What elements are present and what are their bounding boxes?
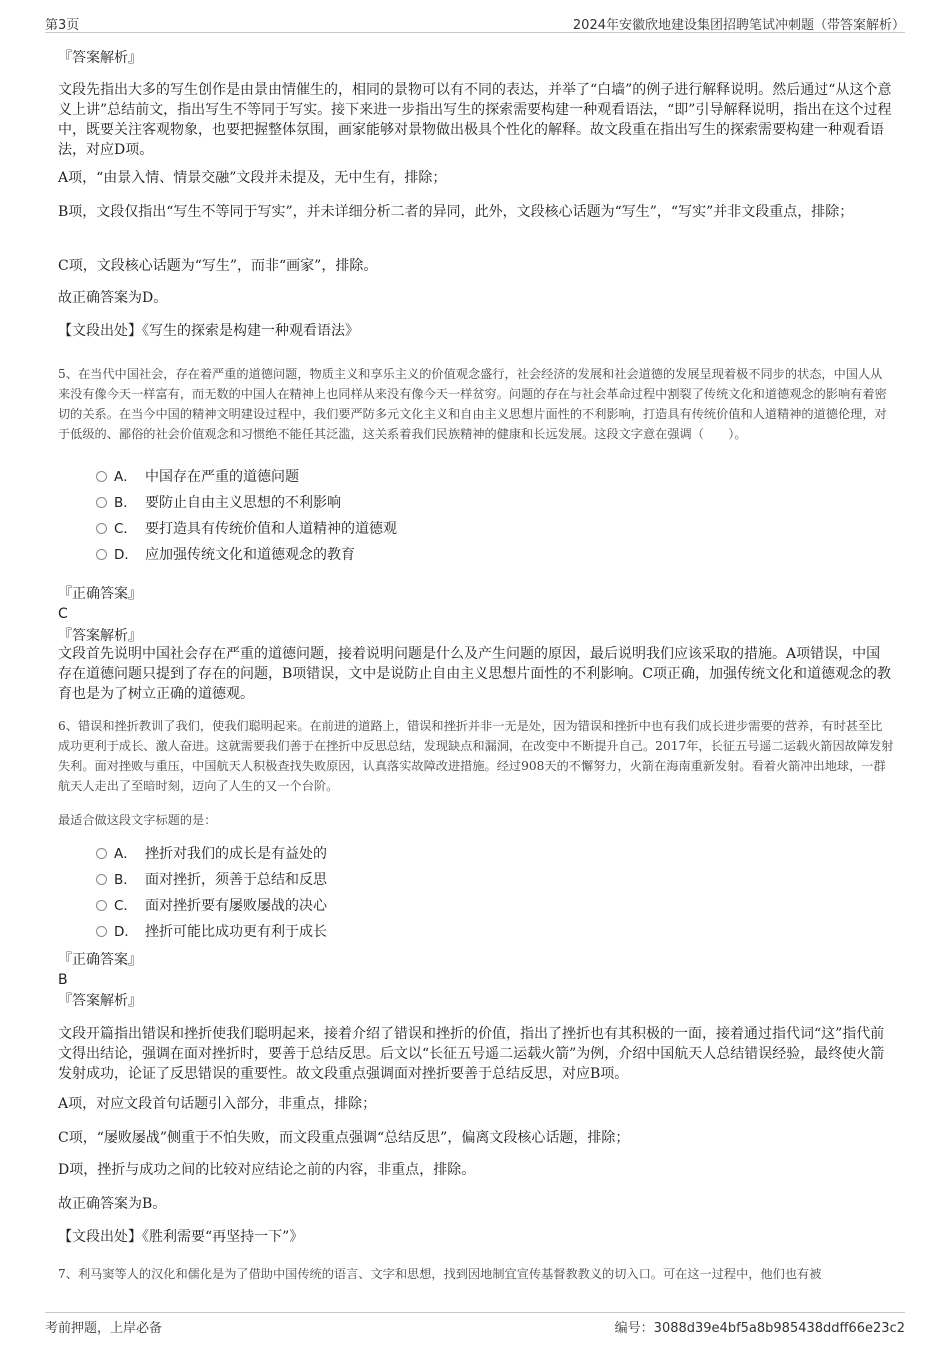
radio-icon[interactable] [96,471,107,482]
q6-option-b[interactable]: B． 面对挫折，须善于总结和反思 [96,867,596,893]
q4-conclusion: 故正确答案为D。 [58,290,168,306]
radio-icon[interactable] [96,549,107,560]
q4-analysis-label: 『答案解析』 [58,50,142,66]
q6-stem: 6、错误和挫折教训了我们，使我们聪明起来。在前进的道路上，错误和挫折并非一无是处，因为错误和挫折中也有我们成长进步需要的营养，有时甚至比成功更利于成长、激人奋进。这就需要我们善于在挫折中反思总结，发现缺点和漏洞，在改变中不断提升自己。2017年，长征五号遥二运载火箭因故障发射失利。面对挫败与重压，中国航天人积极查找失败原因，认真落实故障改进措施。经过908天的不懈努力，火箭在海南重新发射。看着火箭冲出地球，一群航天人走出了至暗时刻，迈向了人生的又一个台阶。 [58,719,894,793]
document-title: 2024年安徽欣地建设集团招聘笔试冲刺题（带答案解析） [572,18,905,33]
q6-conclusion: 故正确答案为B。 [58,1196,167,1212]
q4-note-c: C项，文段核心话题为“写生”，而非“画家”，排除。 [58,258,378,274]
radio-icon[interactable] [96,848,107,859]
q5-option-a[interactable]: A． 中国存在严重的道德问题 [96,464,596,490]
document-code [615,1317,905,1336]
code-value: 3088d39e4bf5a8b985438ddff66e23c2 [653,1321,905,1336]
q6-prompt: 最适合做这段文字标题的是： [58,813,217,827]
page-number: 第3页 [45,18,80,33]
footer-slogan: 考前押题，上岸必备 [45,1321,163,1336]
q6-note-d: D项，挫折与成功之间的比较对应结论之前的内容，非重点，排除。 [58,1162,476,1178]
q5-option-b[interactable]: B． 要防止自由主义思想的不利影响 [96,490,596,516]
q6-option-d[interactable]: D． 挫折可能比成功更有利于成长 [96,919,596,945]
q6-note-c: C项，“屡败屡战”侧重于不怕失败，而文段重点强调“总结反思”，偏离文段核心话题，排除； [58,1130,630,1146]
q4-note-a: A项，“由景入情、情景交融”文段并未提及，无中生有，排除； [58,170,447,186]
q5-analysis-text: 文段首先说明中国社会存在严重的道德问题，接着说明问题是什么及产生问题的原因，最后说明我们应该采取的措施。A项错误，中国存在道德问题只提到了存在的问题，B项错误，文中是说防止自由主义思想片面性的不利影响。C项正确，加强传统文化和道德观念的教育也是为了树立正确的道德观。 [58,646,891,702]
page-footer [45,1312,905,1335]
q6-note-a: A项，对应文段首句话题引入部分，非重点，排除； [58,1096,377,1112]
radio-icon[interactable] [96,926,107,937]
radio-icon[interactable] [96,523,107,534]
q6-option-c[interactable]: C． 面对挫折要有屡败屡战的决心 [96,893,596,919]
q6-analysis-label: 『答案解析』 [58,993,142,1009]
q4-source: 【文段出处】《写生的探索是构建一种观看语法》 [58,323,359,339]
q4-analysis-text: 文段先指出大多的写生创作是由景由情催生的，相同的景物可以有不同的表达，并举了“白墙”的例子进行解释说明。然后通过“从这个意义上讲”总结前文，指出写生不等同于写实。接下来进一步指出写生的探索需要构建一种观看语法，“即”引导解释说明，指出在这个过程中，既要关注客观物象，也要把握整体氛围，画家能够对景物做出极具个性化的解释。故文段重在指出写生的探索需要构建一种观看语法，对应D项。 [58,82,892,158]
q6-analysis-text: 文段开篇指出错误和挫折使我们聪明起来，接着介绍了错误和挫折的价值，指出了挫折也有其积极的一面，接着通过指代词“这”指代前文得出结论，强调在面对挫折时，要善于总结反思。后文以“长征五号遥二运载火箭”为例，介绍中国航天人总结错误经验，最终使火箭发射成功，论证了反思错误的重要性。故文段重点强调面对挫折要善于总结反思，对应B项。 [58,1026,885,1082]
q5-options [96,464,596,568]
q6-answer-label: 『正确答案』 [58,952,142,968]
radio-icon[interactable] [96,874,107,885]
radio-icon[interactable] [96,497,107,508]
q5-answer-label: 『正确答案』 [58,586,142,602]
q5-answer: C [58,606,68,622]
q6-options [96,841,596,945]
page-header [45,12,905,33]
q5-option-d[interactable]: D． 应加强传统文化和道德观念的教育 [96,542,596,568]
q6-answer: B [58,972,68,988]
q7-stem: 7、利马窦等人的汉化和儒化是为了借助中国传统的语言、文字和思想，找到因地制宜宣传基督教教义的切入口。可在这一过程中，他们也有被 [58,1267,822,1281]
q5-stem: 5、在当代中国社会，存在着严重的道德问题，物质主义和享乐主义的价值观念盛行，社会经济的发展和社会道德的发展呈现着极不同步的状态，中国人从来没有像今天一样富有，而无数的中国人在精神上也同样从来没有像今天一样贫穷。问题的存在与社会革命过程中割裂了传统文化和道德观念的影响有着密切的关系。在当今中国的精神文明建设过程中，我们要严防多元文化主义和自由主义思想片面性的不利影响，打造具有传统价值和人道精神的道德伦理，对于低级的、鄙俗的社会价值观念和习惯绝不能任其泛滥，这关系着我们民族精神的健康和长远发展。这段文字意在强调（ ）。 [58,367,887,441]
q5-analysis-label: 『答案解析』 [58,628,142,644]
q6-option-a[interactable]: A． 挫折对我们的成长是有益处的 [96,841,596,867]
radio-icon[interactable] [96,900,107,911]
code-label: 编号： [614,1321,654,1336]
q5-option-c[interactable]: C． 要打造具有传统价值和人道精神的道德观 [96,516,596,542]
q6-source: 【文段出处】《胜利需要“再坚持一下”》 [58,1229,304,1245]
q4-note-b: B项，文段仅指出“写生不等同于写实”，并未详细分析二者的异同，此外，文段核心话题为“写生”，“写实”并非文段重点，排除； [58,204,854,220]
